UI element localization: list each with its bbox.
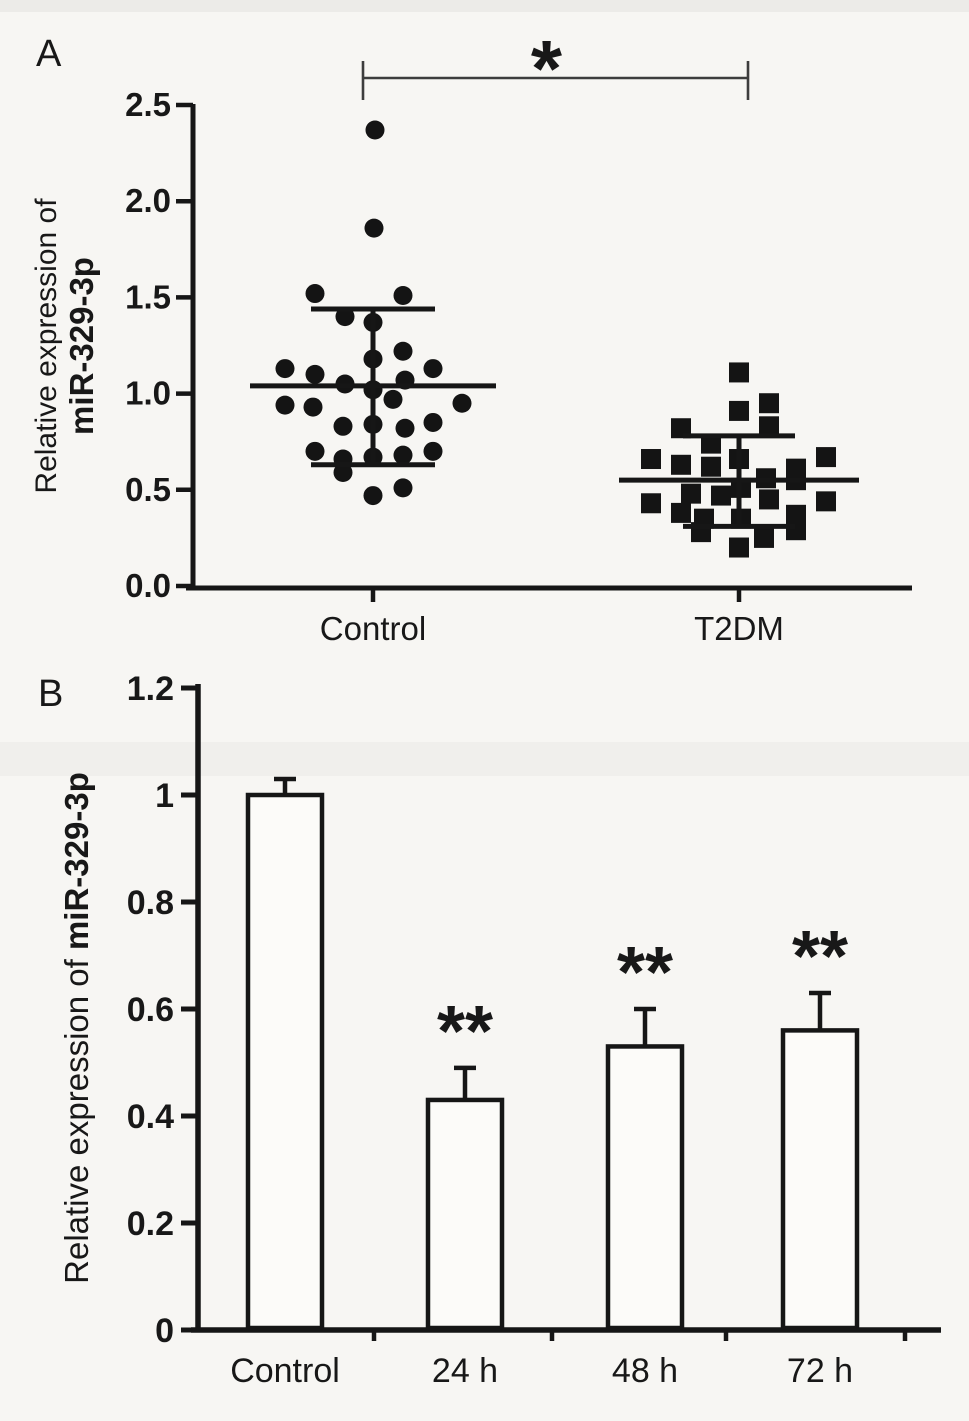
scatter-point-square <box>754 528 774 548</box>
y-axis-label-group <box>58 772 95 1284</box>
y-axis-label-line1: Relative expression of <box>30 198 63 494</box>
significance-asterisks: ** <box>436 991 494 1072</box>
significance-asterisks: ** <box>791 916 849 997</box>
y-tick-label: 0.4 <box>126 1098 174 1136</box>
scatter-point-square <box>786 520 806 540</box>
scatter-point-circle <box>306 284 325 303</box>
x-category-label: 72 h <box>786 1352 854 1390</box>
y-tick-label: 0.6 <box>126 991 174 1029</box>
scatter-point-circle <box>334 417 353 436</box>
scatter-point-circle <box>424 359 443 378</box>
scatter-point-square <box>816 447 836 467</box>
panel-a-letter: A <box>36 33 62 75</box>
scatter-point-circle <box>364 486 383 505</box>
scatter-point-square <box>759 393 779 413</box>
scatter-point-square <box>671 503 691 523</box>
scatter-point-square <box>816 491 836 511</box>
y-tick-label: 0.0 <box>125 567 171 604</box>
scatter-point-circle <box>396 419 415 438</box>
panel-a-plot-area <box>30 24 912 647</box>
y-tick-label: 0.5 <box>125 470 171 508</box>
scatter-point-circle <box>365 219 384 238</box>
scatter-point-circle <box>394 286 413 305</box>
scatter-point-circle <box>276 396 295 415</box>
scatter-point-circle <box>306 365 325 384</box>
scatter-point-circle <box>384 390 403 409</box>
y-tick-label: 1.5 <box>125 278 171 316</box>
panel-b-plot-area <box>58 670 941 1390</box>
scatter-point-circle <box>424 413 443 432</box>
y-tick-label: 0.2 <box>126 1205 174 1243</box>
scatter-point-circle <box>366 121 385 140</box>
scatter-point-square <box>701 457 721 477</box>
panel-b-letter: B <box>38 673 64 715</box>
y-tick-label: 0 <box>155 1312 174 1350</box>
y-axis-label-group <box>30 198 100 494</box>
panel-b-bar-chart <box>0 660 969 1421</box>
significance-asterisk: * <box>530 24 563 113</box>
scatter-point-square <box>759 416 779 436</box>
bar <box>428 1100 502 1328</box>
x-category-label: 48 h <box>611 1352 679 1390</box>
scatter-point-square <box>711 486 731 506</box>
scatter-point-circle <box>304 398 323 417</box>
bar <box>248 795 322 1328</box>
scatter-point-circle <box>424 442 443 461</box>
scatter-point-circle <box>276 359 295 378</box>
bar <box>608 1046 682 1328</box>
y-axis-label-line2: miR-329-3p <box>63 257 100 435</box>
scatter-point-circle <box>453 394 472 413</box>
scatter-point-square <box>729 362 749 382</box>
y-tick-label: 2.0 <box>125 182 171 220</box>
bar <box>783 1030 857 1328</box>
scatter-point-square <box>641 493 661 513</box>
scatter-point-square <box>759 489 779 509</box>
panel-a-scatter-chart <box>0 0 969 660</box>
scatter-point-square <box>641 449 661 469</box>
scatter-point-circle <box>394 446 413 465</box>
x-category-label: Control <box>319 610 427 647</box>
x-category-label: T2DM <box>694 610 784 647</box>
y-tick-label: 2.5 <box>125 86 171 123</box>
y-tick-label: 0.8 <box>126 884 174 922</box>
y-tick-label: 1.0 <box>125 374 171 412</box>
scatter-point-circle <box>394 478 413 497</box>
y-axis-label: Relative expression of miR-329-3p <box>58 772 95 1284</box>
scatter-point-circle <box>306 442 325 461</box>
scatter-point-square <box>681 484 701 504</box>
y-tick-label: 1 <box>155 777 174 815</box>
scatter-point-square <box>729 401 749 421</box>
scatter-point-square <box>671 455 691 475</box>
scatter-point-square <box>729 538 749 558</box>
scatter-point-circle <box>394 342 413 361</box>
y-tick-label: 1.2 <box>126 670 174 708</box>
significance-asterisks: ** <box>616 933 674 1013</box>
x-category-label: 24 h <box>431 1352 499 1390</box>
x-category-label: Control <box>230 1352 340 1390</box>
